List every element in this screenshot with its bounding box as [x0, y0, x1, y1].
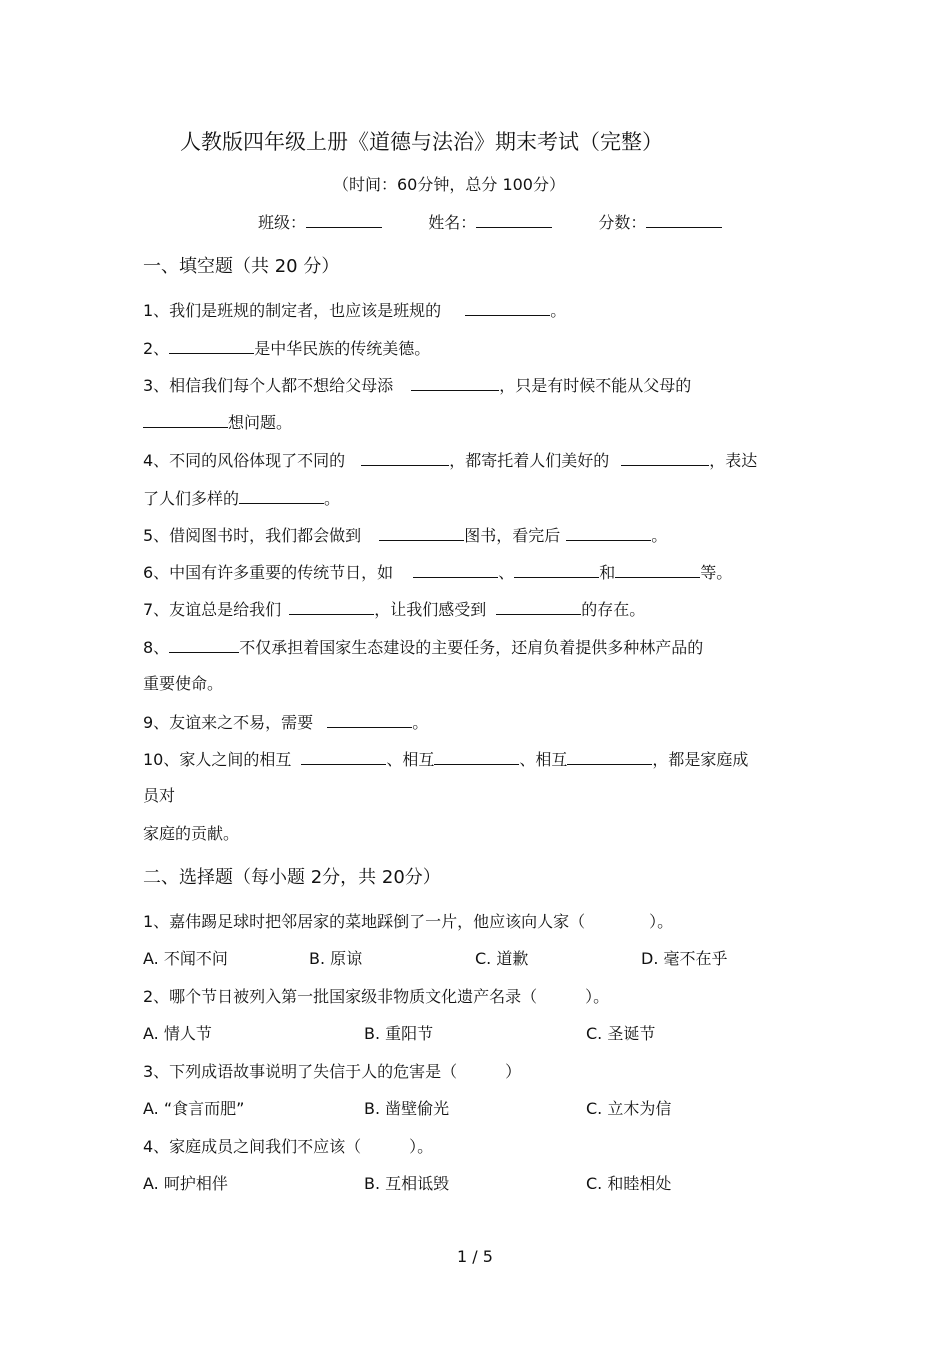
- page-number: 1 / 5: [457, 1247, 493, 1266]
- answer-blank[interactable]: [434, 748, 519, 765]
- page-title: 人教版四年级上册《道德与法治》期末考试（完整）: [180, 130, 663, 154]
- question-text: 6、中国有许多重要的传统节日，如: [143, 563, 394, 582]
- answer-blank[interactable]: [567, 748, 652, 765]
- choice-option-b[interactable]: B. 凿壁偷光: [364, 1099, 450, 1118]
- answer-blank[interactable]: [301, 748, 386, 765]
- choice-option-d[interactable]: D. 毫不在乎: [641, 949, 728, 968]
- question-2: [143, 337, 430, 360]
- question-1: [143, 299, 566, 322]
- answer-blank[interactable]: [514, 561, 599, 578]
- answer-blank[interactable]: [413, 561, 498, 578]
- choice-question-2: 2、哪个节日被列入第一批国家级非物质文化遗产名录（ ）。: [143, 987, 610, 1006]
- question-3-cont: [143, 411, 292, 434]
- question-text: 的存在。: [581, 600, 646, 619]
- score-field[interactable]: [646, 211, 722, 228]
- choice-question-4: 4、家庭成员之间我们不应该（ ）。: [143, 1137, 434, 1156]
- question-4-cont: [143, 487, 340, 510]
- question-text: 10、家人之间的相互: [143, 750, 292, 769]
- choice-option-b[interactable]: B. 重阳节: [364, 1024, 434, 1043]
- question-text: ，表达: [709, 451, 758, 470]
- choice-option-a[interactable]: A. “食言而肥”: [143, 1099, 245, 1118]
- question-8: [143, 636, 703, 659]
- question-text: 8、: [143, 638, 170, 657]
- choice-option-a[interactable]: A. 不闻不问: [143, 949, 228, 968]
- answer-blank[interactable]: [621, 449, 709, 466]
- question-text: 、相互: [519, 750, 568, 769]
- choice-option-c[interactable]: C. 圣诞节: [586, 1024, 656, 1043]
- question-text: 。: [651, 526, 668, 545]
- question-text: 、相互: [386, 750, 435, 769]
- question-text: ，只是有时候不能从父母的: [499, 376, 692, 395]
- question-text: 图书，看完后: [464, 526, 561, 545]
- question-text: 7、友谊总是给我们: [143, 600, 282, 619]
- answer-blank[interactable]: [361, 449, 449, 466]
- question-text: 3、相信我们每个人都不想给父母添: [143, 376, 394, 395]
- question-text: 了人们多样的: [143, 489, 240, 508]
- choice-option-b[interactable]: B. 原谅: [309, 949, 363, 968]
- question-text: 、: [498, 563, 515, 582]
- choice-option-a[interactable]: A. 情人节: [143, 1024, 212, 1043]
- question-text: 。: [324, 489, 341, 508]
- question-6: [143, 561, 732, 584]
- choice-option-a[interactable]: A. 呵护相伴: [143, 1174, 228, 1193]
- question-text: ，让我们感受到: [374, 600, 487, 619]
- question-text: 4、不同的风俗体现了不同的: [143, 451, 346, 470]
- score-label: 分数：: [598, 213, 647, 232]
- answer-blank[interactable]: [143, 411, 228, 428]
- question-text: 等。: [700, 563, 733, 582]
- choice-question-1: 1、嘉伟踢足球时把邻居家的菜地踩倒了一片，他应该向人家（ ）。: [143, 912, 674, 931]
- choice-option-c[interactable]: C. 立木为信: [586, 1099, 672, 1118]
- question-text: 想问题。: [228, 413, 293, 432]
- name-field[interactable]: [476, 211, 552, 228]
- question-text: 是中华民族的传统美德。: [254, 339, 431, 358]
- name-label: 姓名：: [428, 213, 477, 232]
- answer-blank[interactable]: [239, 487, 324, 504]
- question-3: [143, 374, 691, 397]
- question-text: 2、: [143, 339, 170, 358]
- question-10-cont: 员对: [143, 786, 176, 805]
- choice-option-c[interactable]: C. 道歉: [475, 949, 529, 968]
- answer-blank[interactable]: [615, 561, 700, 578]
- question-4: [143, 449, 757, 472]
- choice-option-c[interactable]: C. 和睦相处: [586, 1174, 672, 1193]
- question-text: 1、我们是班规的制定者，也应该是班规的: [143, 301, 442, 320]
- question-7: [143, 598, 645, 621]
- question-9: [143, 711, 428, 734]
- choice-question-3: 3、下列成语故事说明了失信于人的危害是（ ）: [143, 1062, 522, 1081]
- question-text: ，都是家庭成: [652, 750, 749, 769]
- question-10: [143, 748, 748, 771]
- answer-blank[interactable]: [169, 636, 239, 653]
- answer-blank[interactable]: [496, 598, 581, 615]
- question-text: 不仅承担着国家生态建设的主要任务，还肩负着提供多种林产品的: [239, 638, 704, 657]
- section-heading-choice: 二、选择题（每小题 2分，共 20分）: [143, 867, 441, 888]
- answer-blank[interactable]: [379, 524, 464, 541]
- question-text: 。: [412, 713, 429, 732]
- answer-blank[interactable]: [169, 337, 254, 354]
- exam-meta: （时间：60分钟，总分 100分）: [333, 175, 565, 194]
- question-text: 5、借阅图书时，我们都会做到: [143, 526, 362, 545]
- student-info: [258, 211, 722, 234]
- answer-blank[interactable]: [411, 374, 499, 391]
- question-5: [143, 524, 667, 547]
- question-8-cont: 重要使命。: [143, 674, 224, 693]
- question-text: 。: [550, 301, 567, 320]
- section-heading-fill: 一、填空题（共 20 分）: [143, 256, 340, 277]
- answer-blank[interactable]: [566, 524, 651, 541]
- question-10-cont2: 家庭的贡献。: [143, 824, 240, 843]
- answer-blank[interactable]: [465, 299, 550, 316]
- answer-blank[interactable]: [289, 598, 374, 615]
- class-field[interactable]: [306, 211, 382, 228]
- question-text: 和: [599, 563, 616, 582]
- question-text: 9、友谊来之不易，需要: [143, 713, 314, 732]
- answer-blank[interactable]: [327, 711, 412, 728]
- class-label: 班级：: [258, 213, 307, 232]
- question-text: ，都寄托着人们美好的: [449, 451, 610, 470]
- choice-option-b[interactable]: B. 互相诋毁: [364, 1174, 450, 1193]
